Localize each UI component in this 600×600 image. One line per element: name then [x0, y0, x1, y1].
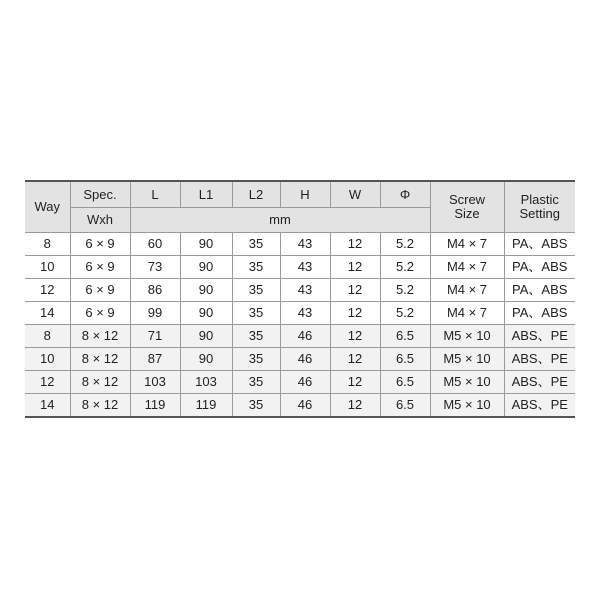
header-plastic-setting — [504, 181, 575, 233]
cell-l1: 103 — [180, 371, 232, 394]
header-l2: L2 — [232, 181, 280, 208]
cell-plastic: ABS、PE — [504, 394, 575, 418]
cell-w: 12 — [330, 256, 380, 279]
cell-plastic: PA、ABS — [504, 302, 575, 325]
cell-phi: 5.2 — [380, 302, 430, 325]
table-row — [25, 256, 575, 279]
cell-screw: M5 × 10 — [430, 371, 504, 394]
cell-l: 60 — [130, 233, 180, 256]
cell-l: 103 — [130, 371, 180, 394]
header-unit: mm — [130, 208, 430, 233]
cell-phi: 6.5 — [380, 325, 430, 348]
cell-l: 119 — [130, 394, 180, 418]
cell-screw: M5 × 10 — [430, 394, 504, 418]
cell-w: 12 — [330, 325, 380, 348]
header-plastic-line2: Setting — [519, 206, 560, 221]
cell-h: 43 — [280, 233, 330, 256]
table-row — [25, 233, 575, 256]
cell-phi: 6.5 — [380, 371, 430, 394]
cell-plastic: ABS、PE — [504, 348, 575, 371]
cell-spec: 6 × 9 — [70, 256, 130, 279]
cell-screw: M4 × 7 — [430, 256, 504, 279]
cell-w: 12 — [330, 348, 380, 371]
cell-h: 43 — [280, 256, 330, 279]
cell-l2: 35 — [232, 256, 280, 279]
cell-w: 12 — [330, 233, 380, 256]
cell-phi: 5.2 — [380, 256, 430, 279]
header-screw-line2: Size — [454, 206, 480, 221]
table-row — [25, 371, 575, 394]
cell-way: 12 — [25, 371, 70, 394]
cell-l2: 35 — [232, 233, 280, 256]
cell-plastic: ABS、PE — [504, 325, 575, 348]
header-way: Way — [25, 181, 70, 233]
cell-h: 46 — [280, 394, 330, 418]
cell-way: 14 — [25, 394, 70, 418]
cell-way: 14 — [25, 302, 70, 325]
cell-l1: 90 — [180, 302, 232, 325]
header-row — [25, 181, 575, 208]
spec-table — [25, 180, 575, 418]
cell-l: 86 — [130, 279, 180, 302]
cell-l2: 35 — [232, 302, 280, 325]
cell-w: 12 — [330, 371, 380, 394]
cell-w: 12 — [330, 302, 380, 325]
cell-h: 43 — [280, 279, 330, 302]
table-row — [25, 302, 575, 325]
cell-l: 99 — [130, 302, 180, 325]
table-body — [25, 233, 575, 418]
cell-l1: 90 — [180, 279, 232, 302]
cell-spec: 8 × 12 — [70, 371, 130, 394]
cell-screw: M5 × 10 — [430, 348, 504, 371]
header-l: L — [130, 181, 180, 208]
cell-plastic: PA、ABS — [504, 256, 575, 279]
cell-h: 46 — [280, 371, 330, 394]
cell-l2: 35 — [232, 279, 280, 302]
cell-phi: 5.2 — [380, 233, 430, 256]
cell-way: 12 — [25, 279, 70, 302]
header-wxh: Wxh — [70, 208, 130, 233]
cell-plastic: PA、ABS — [504, 279, 575, 302]
cell-spec: 6 × 9 — [70, 302, 130, 325]
header-spec: Spec. — [70, 181, 130, 208]
table-row — [25, 325, 575, 348]
cell-way: 10 — [25, 256, 70, 279]
cell-l2: 35 — [232, 394, 280, 418]
cell-l1: 90 — [180, 256, 232, 279]
cell-screw: M4 × 7 — [430, 302, 504, 325]
cell-l: 73 — [130, 256, 180, 279]
table-row — [25, 394, 575, 418]
header-screw-size — [430, 181, 504, 233]
cell-spec: 8 × 12 — [70, 394, 130, 418]
cell-phi: 5.2 — [380, 279, 430, 302]
cell-spec: 8 × 12 — [70, 325, 130, 348]
cell-l2: 35 — [232, 371, 280, 394]
cell-way: 8 — [25, 233, 70, 256]
cell-spec: 8 × 12 — [70, 348, 130, 371]
cell-l1: 119 — [180, 394, 232, 418]
cell-screw: M5 × 10 — [430, 325, 504, 348]
cell-w: 12 — [330, 279, 380, 302]
cell-l1: 90 — [180, 325, 232, 348]
table-row — [25, 279, 575, 302]
cell-h: 46 — [280, 325, 330, 348]
cell-way: 10 — [25, 348, 70, 371]
cell-l1: 90 — [180, 233, 232, 256]
cell-l: 87 — [130, 348, 180, 371]
cell-h: 43 — [280, 302, 330, 325]
cell-h: 46 — [280, 348, 330, 371]
cell-l1: 90 — [180, 348, 232, 371]
cell-l2: 35 — [232, 348, 280, 371]
cell-screw: M4 × 7 — [430, 279, 504, 302]
cell-l: 71 — [130, 325, 180, 348]
cell-w: 12 — [330, 394, 380, 418]
header-phi: Φ — [380, 181, 430, 208]
table-row — [25, 348, 575, 371]
header-l1: L1 — [180, 181, 232, 208]
header-plastic-line1: Plastic — [520, 192, 559, 207]
cell-phi: 6.5 — [380, 348, 430, 371]
header-screw-line1: Screw — [448, 192, 486, 207]
cell-l2: 35 — [232, 325, 280, 348]
cell-plastic: PA、ABS — [504, 233, 575, 256]
header-w: W — [330, 181, 380, 208]
cell-way: 8 — [25, 325, 70, 348]
cell-spec: 6 × 9 — [70, 279, 130, 302]
cell-phi: 6.5 — [380, 394, 430, 418]
header-h: H — [280, 181, 330, 208]
cell-spec: 6 × 9 — [70, 233, 130, 256]
cell-plastic: ABS、PE — [504, 371, 575, 394]
cell-screw: M4 × 7 — [430, 233, 504, 256]
